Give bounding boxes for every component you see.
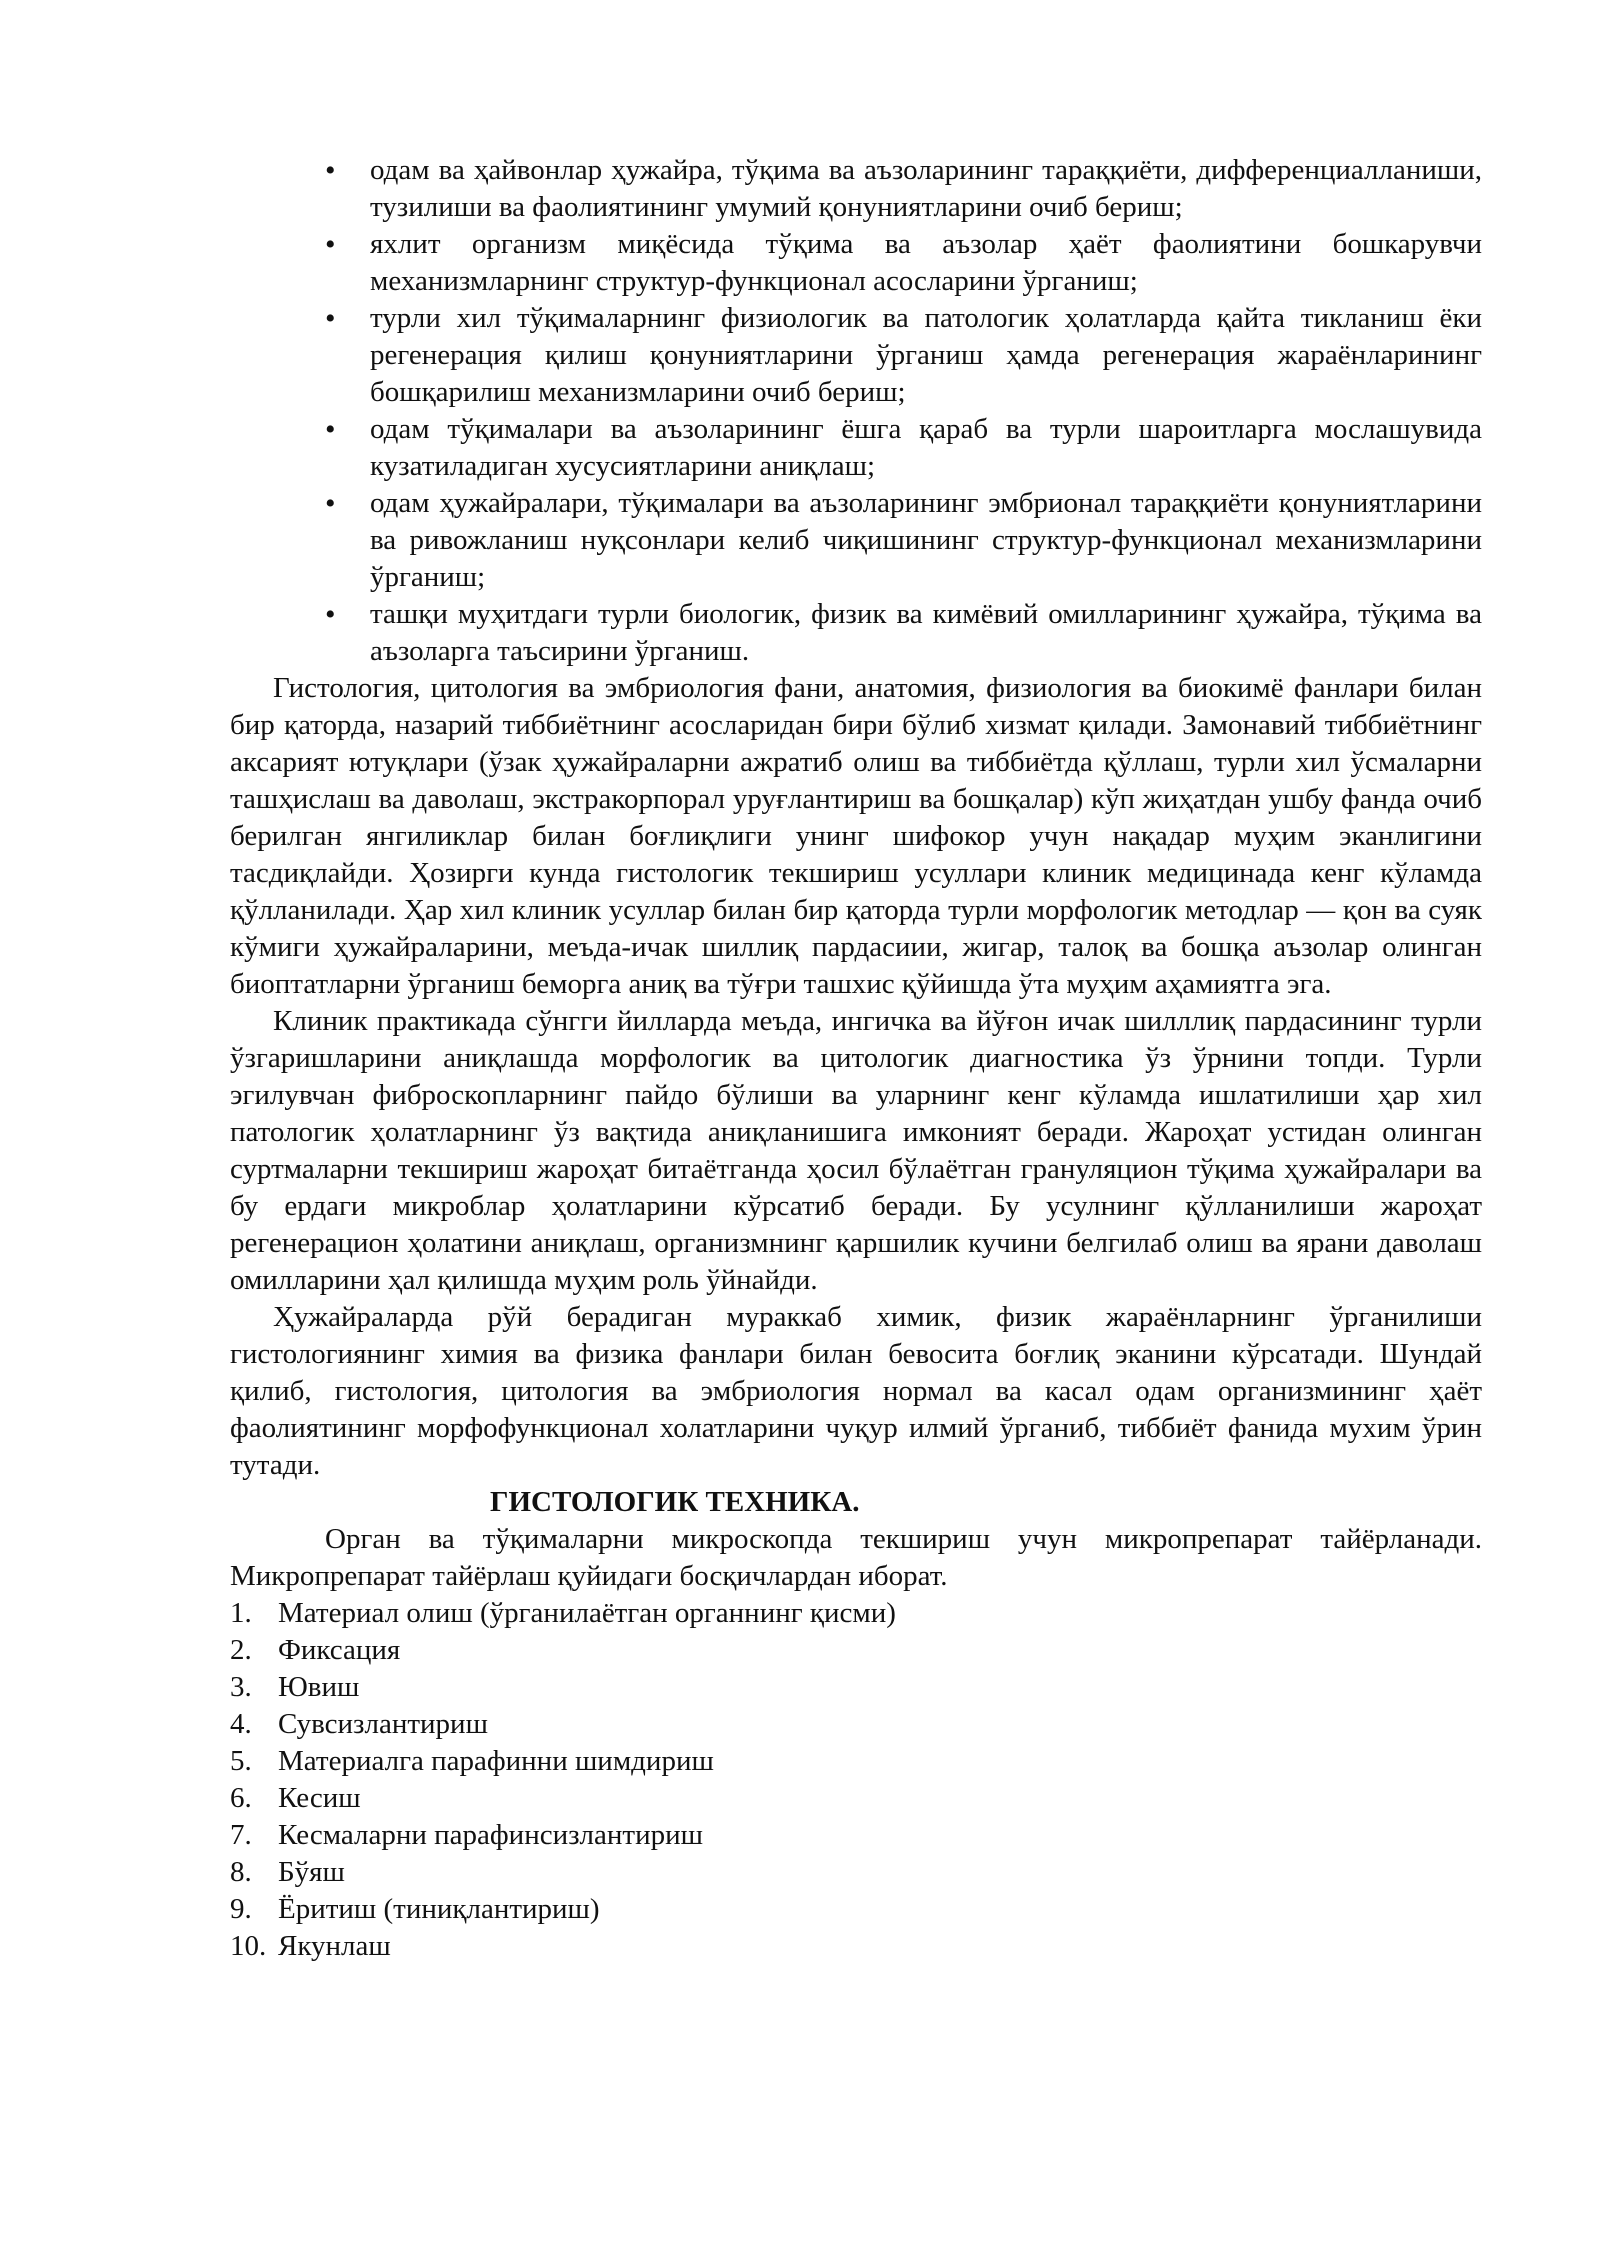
step-text: Материал олиш (ўрганилаётган органнинг қисми) xyxy=(278,1597,896,1629)
step-text: Бўяш xyxy=(278,1856,345,1888)
list-item xyxy=(230,1632,1482,1669)
section-heading-period: . xyxy=(852,1486,860,1518)
list-item xyxy=(230,1595,1482,1632)
step-number: 7. xyxy=(230,1819,252,1851)
section-heading xyxy=(490,1484,1482,1521)
step-text: Кесиш xyxy=(278,1782,361,1814)
section-heading-text: ГИСТОЛОГИК ТЕХНИКА xyxy=(490,1486,853,1518)
list-item xyxy=(230,1743,1482,1780)
step-text: Фиксация xyxy=(278,1634,401,1666)
step-text: Сувсизлантириш xyxy=(278,1708,488,1740)
list-item: • одам тўқималари ва аъзоларининг ёшга қараб ва турли шароитларга мослашувида кузатиладиган хусусиятларини аниқлаш; xyxy=(370,411,1482,485)
list-item xyxy=(230,1928,1482,1965)
step-number: 3. xyxy=(230,1671,252,1703)
step-number: 4. xyxy=(230,1708,252,1740)
step-number: 9. xyxy=(230,1893,252,1925)
step-text: Ювиш xyxy=(278,1671,360,1703)
list-item: • одам ва ҳайвонлар ҳужайра, тўқима ва аъзоларининг тараққиёти, дифференциалланиши, тузилиши ва фаолиятининг умумий қонуниятларини очиб бериш; xyxy=(370,152,1482,226)
list-item xyxy=(230,1669,1482,1706)
section-intro: Орган ва тўқималарни микроскопда текшириш учун микропрепарат тайёрланади. Микропрепарат тайёрлаш қуйидаги босқичлардан иборат. xyxy=(230,1523,1482,1592)
list-item: • турли хил тўқималарнинг физиологик ва патологик ҳолатларда қайта тикланиш ёки регенерация қилиш қонуниятларини ўрганиш ҳамда регенерация жараёнларининг бошқарилиш механизмларини очиб бериш; xyxy=(370,300,1482,411)
step-text: Якунлаш xyxy=(278,1930,391,1962)
step-number: 10. xyxy=(230,1930,267,1962)
list-item xyxy=(230,1854,1482,1891)
list-item: • ташқи муҳитдаги турли биологик, физик ва кимёвий омилларининг ҳужайра, тўқима ва аъзоларга таъсирини ўрганиш. xyxy=(370,596,1482,670)
list-item: • одам ҳужайралари, тўқималари ва аъзоларининг эмбрионал тараққиёти қонуниятларини ва ривожланиш нуқсонлари келиб чиқишининг структур-функционал механизмларини ўрганиш; xyxy=(370,485,1482,596)
step-text: Кесмаларни парафинсизлантириш xyxy=(278,1819,703,1851)
list-item xyxy=(230,1817,1482,1854)
step-number: 1. xyxy=(230,1597,252,1629)
paragraph: Клиник практикада сўнгги йилларда меъда, ингичка ва йўғон ичак шилллиқ пардасининг турли ўзгаришларини аниқлашда морфологик ва цитологик диагностика ўз ўрнини топди. Турли эгилувчан фиброскопларнинг пайдо бўлиши ва уларнинг кенг кўламда ишлатилиши ҳар хил патологик ҳолатларнинг ўз вақтида аниқланишига имконият беради. Жароҳат устидан олинган суртмаларни текшириш жароҳат битаётганда ҳосил бўлаётган грануляцион тўқима ҳужайралари ва бу ердаги микроблар ҳолатларини кўрсатиб беради. Бу усулнинг қўлланилиши жароҳат регенерацион ҳолатини аниқлаш, организмнинг қаршилик кучини белгилаб олиш ва ярани даволаш омилларини ҳал қилишда муҳим роль ўйнайди. xyxy=(230,1005,1482,1296)
list-item xyxy=(230,1891,1482,1928)
paragraph: Ҳужайраларда рўй берадиган мураккаб химик, физик жараёнларнинг ўрганилиши гистологиянинг химия ва физика фанлари билан бевосита боғлиқ эканини кўрсатади. Шундай қилиб, гистология, цитология ва эмбриология нормал ва касал одам организмининг ҳаёт фаолиятининг морфофункционал холатларини чуқур илмий ўрганиб, тиббиёт фанида мухим ўрин тутади. xyxy=(230,1301,1482,1481)
objectives-list xyxy=(230,152,1482,670)
procedure-steps-list xyxy=(230,1595,1482,1965)
step-text: Ёритиш (тиниқлантириш) xyxy=(278,1893,600,1925)
step-number: 6. xyxy=(230,1782,252,1814)
paragraph: Гистология, цитология ва эмбриология фани, анатомия, физиология ва биокимё фанлари билан бир қаторда, назарий тиббиётнинг асосларидан бири бўлиб хизмат қилади. Замонавий тиббиётнинг аксарият ютуқлари (ўзак ҳужайраларни ажратиб олиш ва тиббиётда қўллаш, турли хил ўсмаларни ташҳислаш ва даволаш, экстракорпорал уруғлантириш ва бошқалар) кўп жиҳатдан ушбу фанда очиб берилган янгиликлар билан боғлиқлиги унинг шифокор учун нақадар муҳим эканлигини тасдиқлайди. Ҳозирги кунда гистологик текшириш усуллари клиник медицинада кенг кўламда қўлланилади. Ҳар хил клиник усуллар билан бир қаторда турли морфологик методлар — қон ва суяк кўмиги ҳужайраларини, меъда-ичак шиллиқ пардасиии, жигар, талоқ ва бошқа аъзолар олинган биоптатларни ўрганиш беморга аниқ ва тўғри ташхис қўйишда ўта муҳим аҳамиятга эга. xyxy=(230,672,1482,1000)
list-item: • яхлит организм миқёсида тўқима ва аъзолар ҳаёт фаолиятини бошкарувчи механизмларнинг структур-функционал асосларини ўрганиш; xyxy=(370,226,1482,300)
step-number: 8. xyxy=(230,1856,252,1888)
page-content xyxy=(230,152,1482,1965)
step-number: 2. xyxy=(230,1634,252,1666)
step-text: Материалга парафинни шимдириш xyxy=(278,1745,714,1777)
list-item xyxy=(230,1780,1482,1817)
list-item xyxy=(230,1706,1482,1743)
step-number: 5. xyxy=(230,1745,252,1777)
